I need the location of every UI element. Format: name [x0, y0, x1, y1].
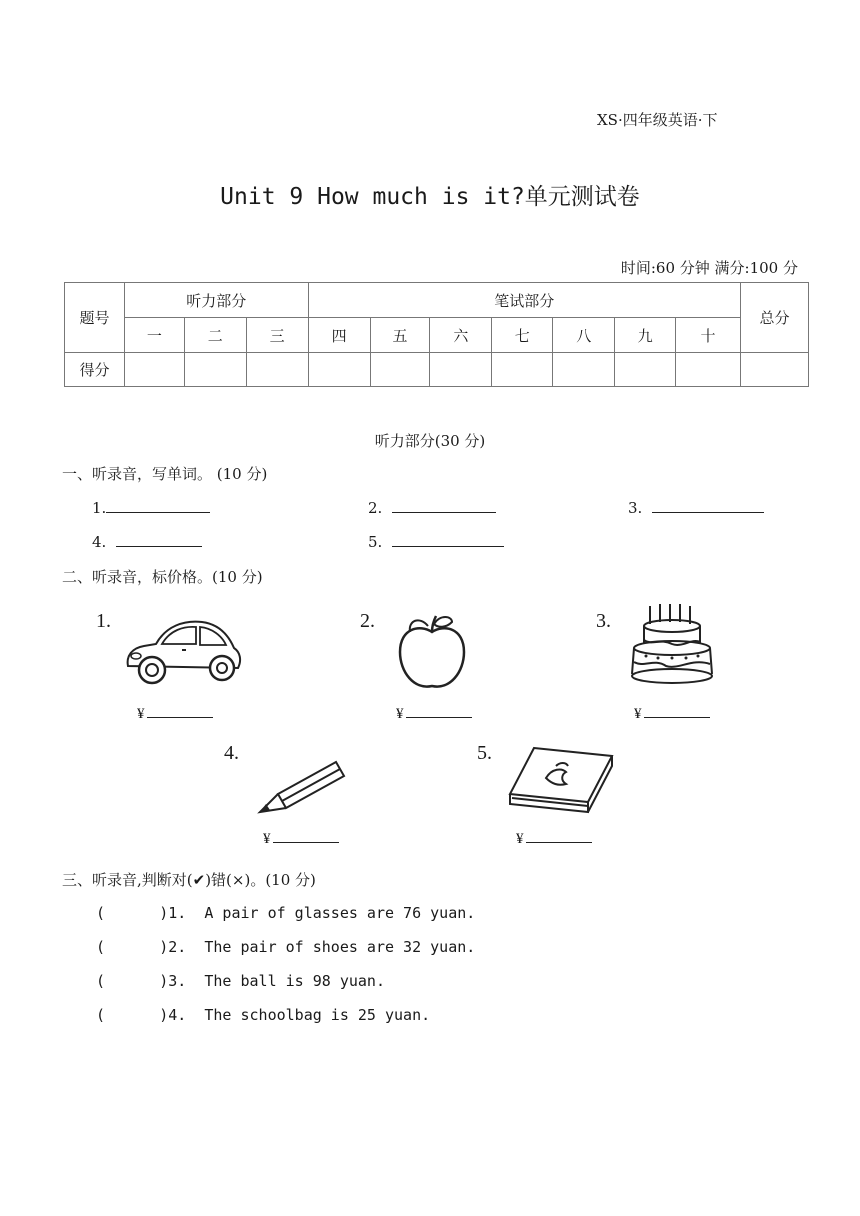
- q1-item-1: 1.: [92, 498, 210, 517]
- price-blank[interactable]: [526, 830, 592, 843]
- score-cell[interactable]: [615, 353, 676, 387]
- answer-blank[interactable]: [652, 498, 764, 513]
- q1-item-4: 4.: [92, 532, 202, 551]
- q2-price-4: ¥: [263, 830, 339, 848]
- score-table: [64, 282, 809, 387]
- q3-item-4: ( )4. The schoolbag is 25 yuan.: [96, 1006, 431, 1024]
- q2-price-3: ¥: [634, 705, 710, 723]
- score-label-cell: 得分: [65, 353, 125, 387]
- answer-paren[interactable]: ( ): [96, 904, 169, 922]
- writing-label-cell: 笔试部分: [308, 283, 740, 318]
- score-cell[interactable]: [492, 353, 553, 387]
- score-cell[interactable]: [740, 353, 808, 387]
- listening-label-cell: 听力部分: [124, 283, 308, 318]
- col-header: 六: [430, 318, 492, 353]
- score-cell[interactable]: [370, 353, 430, 387]
- score-cell[interactable]: [184, 353, 246, 387]
- col-header: 四: [308, 318, 370, 353]
- score-cell[interactable]: [308, 353, 370, 387]
- cake-icon: [626, 600, 718, 688]
- col-header: 五: [370, 318, 430, 353]
- question-label-cell: 题号: [65, 283, 125, 353]
- q1-item-2: 2.: [368, 498, 496, 517]
- q3-item-1: ( )1. A pair of glasses are 76 yuan.: [96, 904, 476, 922]
- answer-paren[interactable]: ( ): [96, 938, 169, 956]
- col-header: 十: [676, 318, 741, 353]
- time-info: 时间:60 分钟 满分:100 分: [620, 259, 798, 277]
- series-label: XS·四年级英语·下: [597, 111, 718, 129]
- pencil-icon: [256, 758, 348, 816]
- q2-num-4: 4.: [224, 742, 239, 764]
- car-icon: [122, 612, 244, 690]
- col-header: 七: [492, 318, 553, 353]
- col-header: 二: [184, 318, 246, 353]
- score-cell[interactable]: [124, 353, 184, 387]
- q2-num-3: 3.: [596, 610, 611, 632]
- q2-num-5: 5.: [477, 742, 492, 764]
- score-cell[interactable]: [246, 353, 308, 387]
- score-cell[interactable]: [430, 353, 492, 387]
- col-header: 九: [615, 318, 676, 353]
- q1-item-5: 5.: [368, 532, 504, 551]
- price-blank[interactable]: [406, 705, 472, 718]
- price-blank[interactable]: [273, 830, 339, 843]
- q3-heading: 三、听录音,判断对(✔)错(×)。(10 分): [62, 871, 316, 889]
- q3-item-2: ( )2. The pair of shoes are 32 yuan.: [96, 938, 476, 956]
- q1-item-3: 3.: [628, 498, 764, 517]
- price-blank[interactable]: [147, 705, 213, 718]
- col-header: 三: [246, 318, 308, 353]
- q1-heading: 一、听录音，写单词。 (10 分): [62, 465, 268, 483]
- q2-num-1: 1.: [96, 610, 111, 632]
- q2-heading: 二、听录音，标价格。(10 分): [62, 568, 263, 586]
- answer-blank[interactable]: [106, 498, 210, 513]
- answer-blank[interactable]: [116, 532, 202, 547]
- answer-blank[interactable]: [392, 498, 496, 513]
- page-title: Unit 9 How much is it?单元测试卷: [220, 184, 640, 210]
- score-cell[interactable]: [676, 353, 741, 387]
- answer-blank[interactable]: [392, 532, 504, 547]
- q2-price-5: ¥: [516, 830, 592, 848]
- total-label-cell: 总分: [740, 283, 808, 353]
- book-icon: [506, 744, 616, 820]
- q2-price-1: ¥: [137, 705, 213, 723]
- answer-paren[interactable]: ( ): [96, 972, 169, 990]
- listening-section-title: 听力部分(30 分): [374, 432, 486, 450]
- answer-paren[interactable]: ( ): [96, 1006, 169, 1024]
- q2-num-2: 2.: [360, 610, 375, 632]
- q2-price-2: ¥: [396, 705, 472, 723]
- q3-item-3: ( )3. The ball is 98 yuan.: [96, 972, 385, 990]
- apple-icon: [394, 614, 470, 692]
- price-blank[interactable]: [644, 705, 710, 718]
- col-header: 一: [124, 318, 184, 353]
- col-header: 八: [553, 318, 615, 353]
- score-cell[interactable]: [553, 353, 615, 387]
